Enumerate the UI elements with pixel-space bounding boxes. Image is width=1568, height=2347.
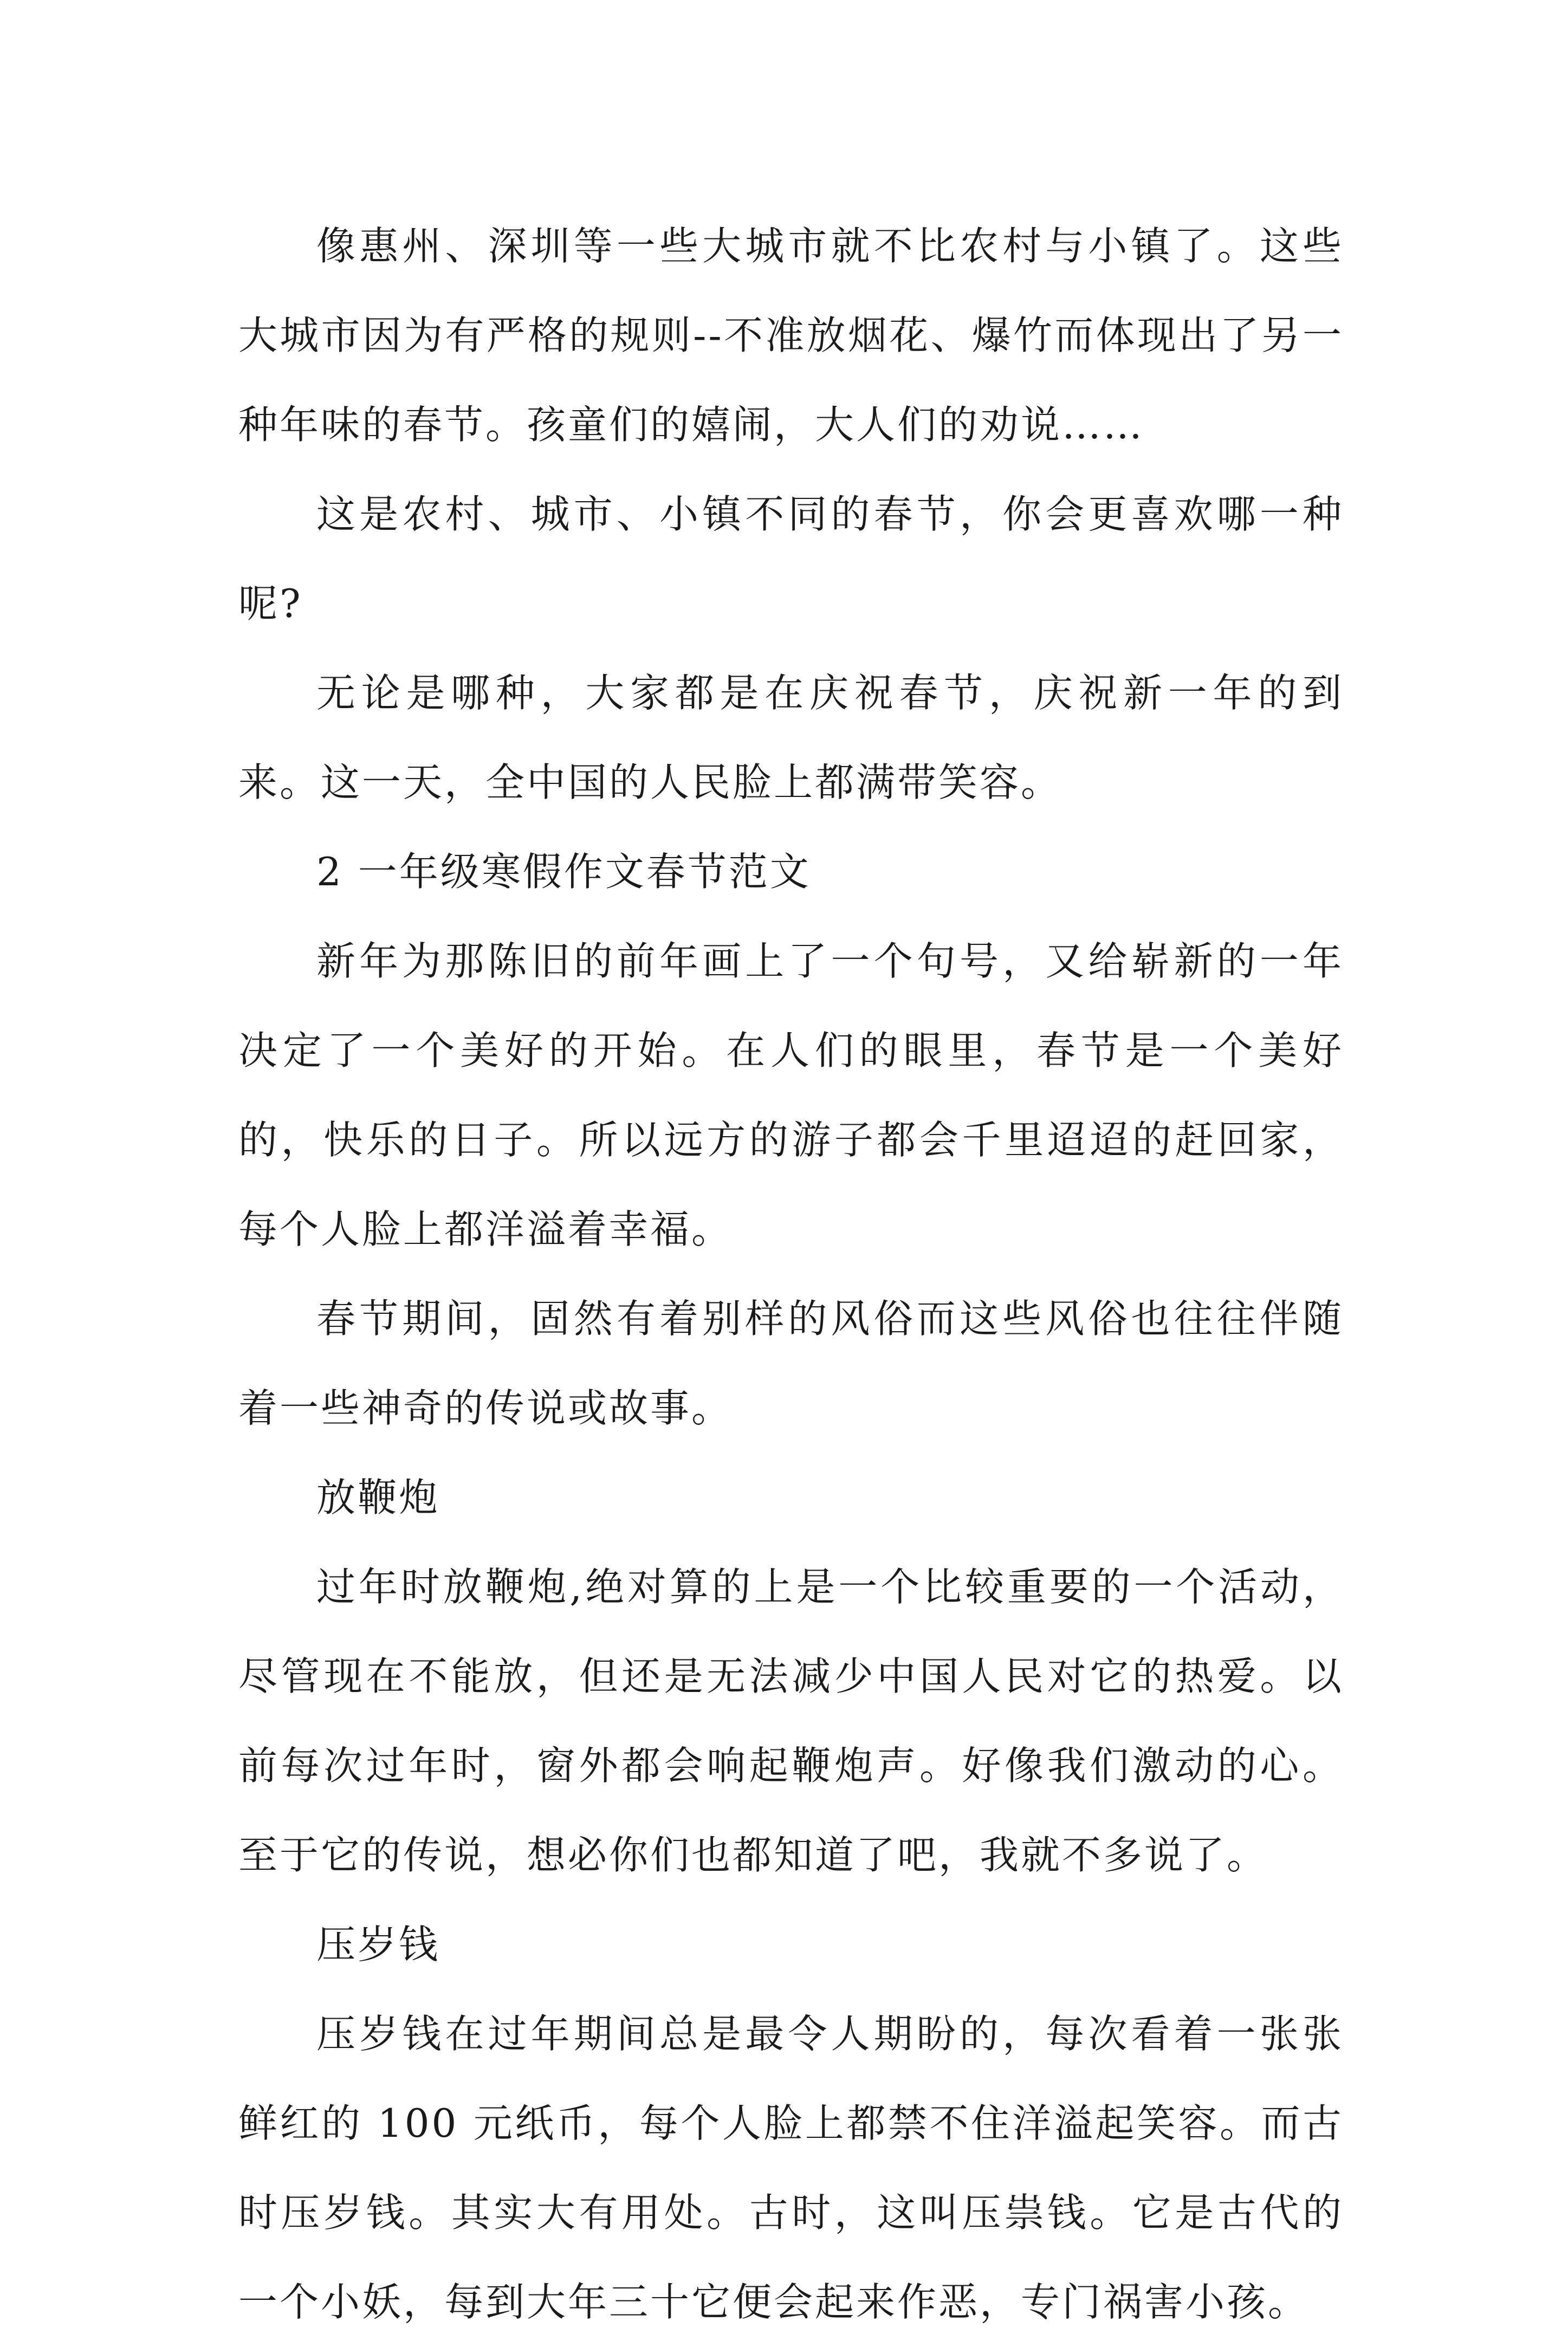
paragraph: 像惠州、深圳等一些大城市就不比农村与小镇了。这些大城市因为有严格的规则--不准放烟花、爆竹而体现出了另一种年味的春节。孩童们的嬉闹，大人们的劝说…… [238,223,1344,448]
section-heading: 压岁钱 [316,1922,440,1967]
section-heading: 2 一年级寒假作文春节范文 [316,849,811,894]
document-body [238,202,1344,2347]
paragraph: 过年时放鞭炮,绝对算的上是一个比较重要的一个活动，尽管现在不能放，但还是无法减少中国人民对它的热爱。以前每次过年时，窗外都会响起鞭炮声。好像我们激动的心。至于它的传说，想必你们也都知道了吧，我就不多说了。 [238,1564,1344,1878]
paragraph: 无论是哪种，大家都是在庆祝春节，庆祝新一年的到来。这一天，全中国的人民脸上都满带笑容。 [238,670,1344,805]
paragraph: 新年为那陈旧的前年画上了一个句号，又给崭新的一年决定了一个美好的开始。在人们的眼里，春节是一个美好的，快乐的日子。所以远方的游子都会千里迢迢的赶回家，每个人脸上都洋溢着幸福。 [238,938,1344,1252]
paragraph: 这是农村、城市、小镇不同的春节，你会更喜欢哪一种呢? [238,491,1344,626]
paragraph: 压岁钱在过年期间总是最令人期盼的，每次看着一张张鲜红的 100 元纸币，每个人脸上都禁不住洋溢起笑容。而古时压岁钱。其实大有用处。古时，这叫压祟钱。它是古代的一个小妖，每到大年三十它便会起来作恶，专门祸害小孩。 [238,2011,1344,2325]
paragraph: 春节期间，固然有着别样的风俗而这些风俗也往往伴随着一些神奇的传说或故事。 [238,1296,1344,1431]
section-heading: 放鞭炮 [316,1475,440,1520]
